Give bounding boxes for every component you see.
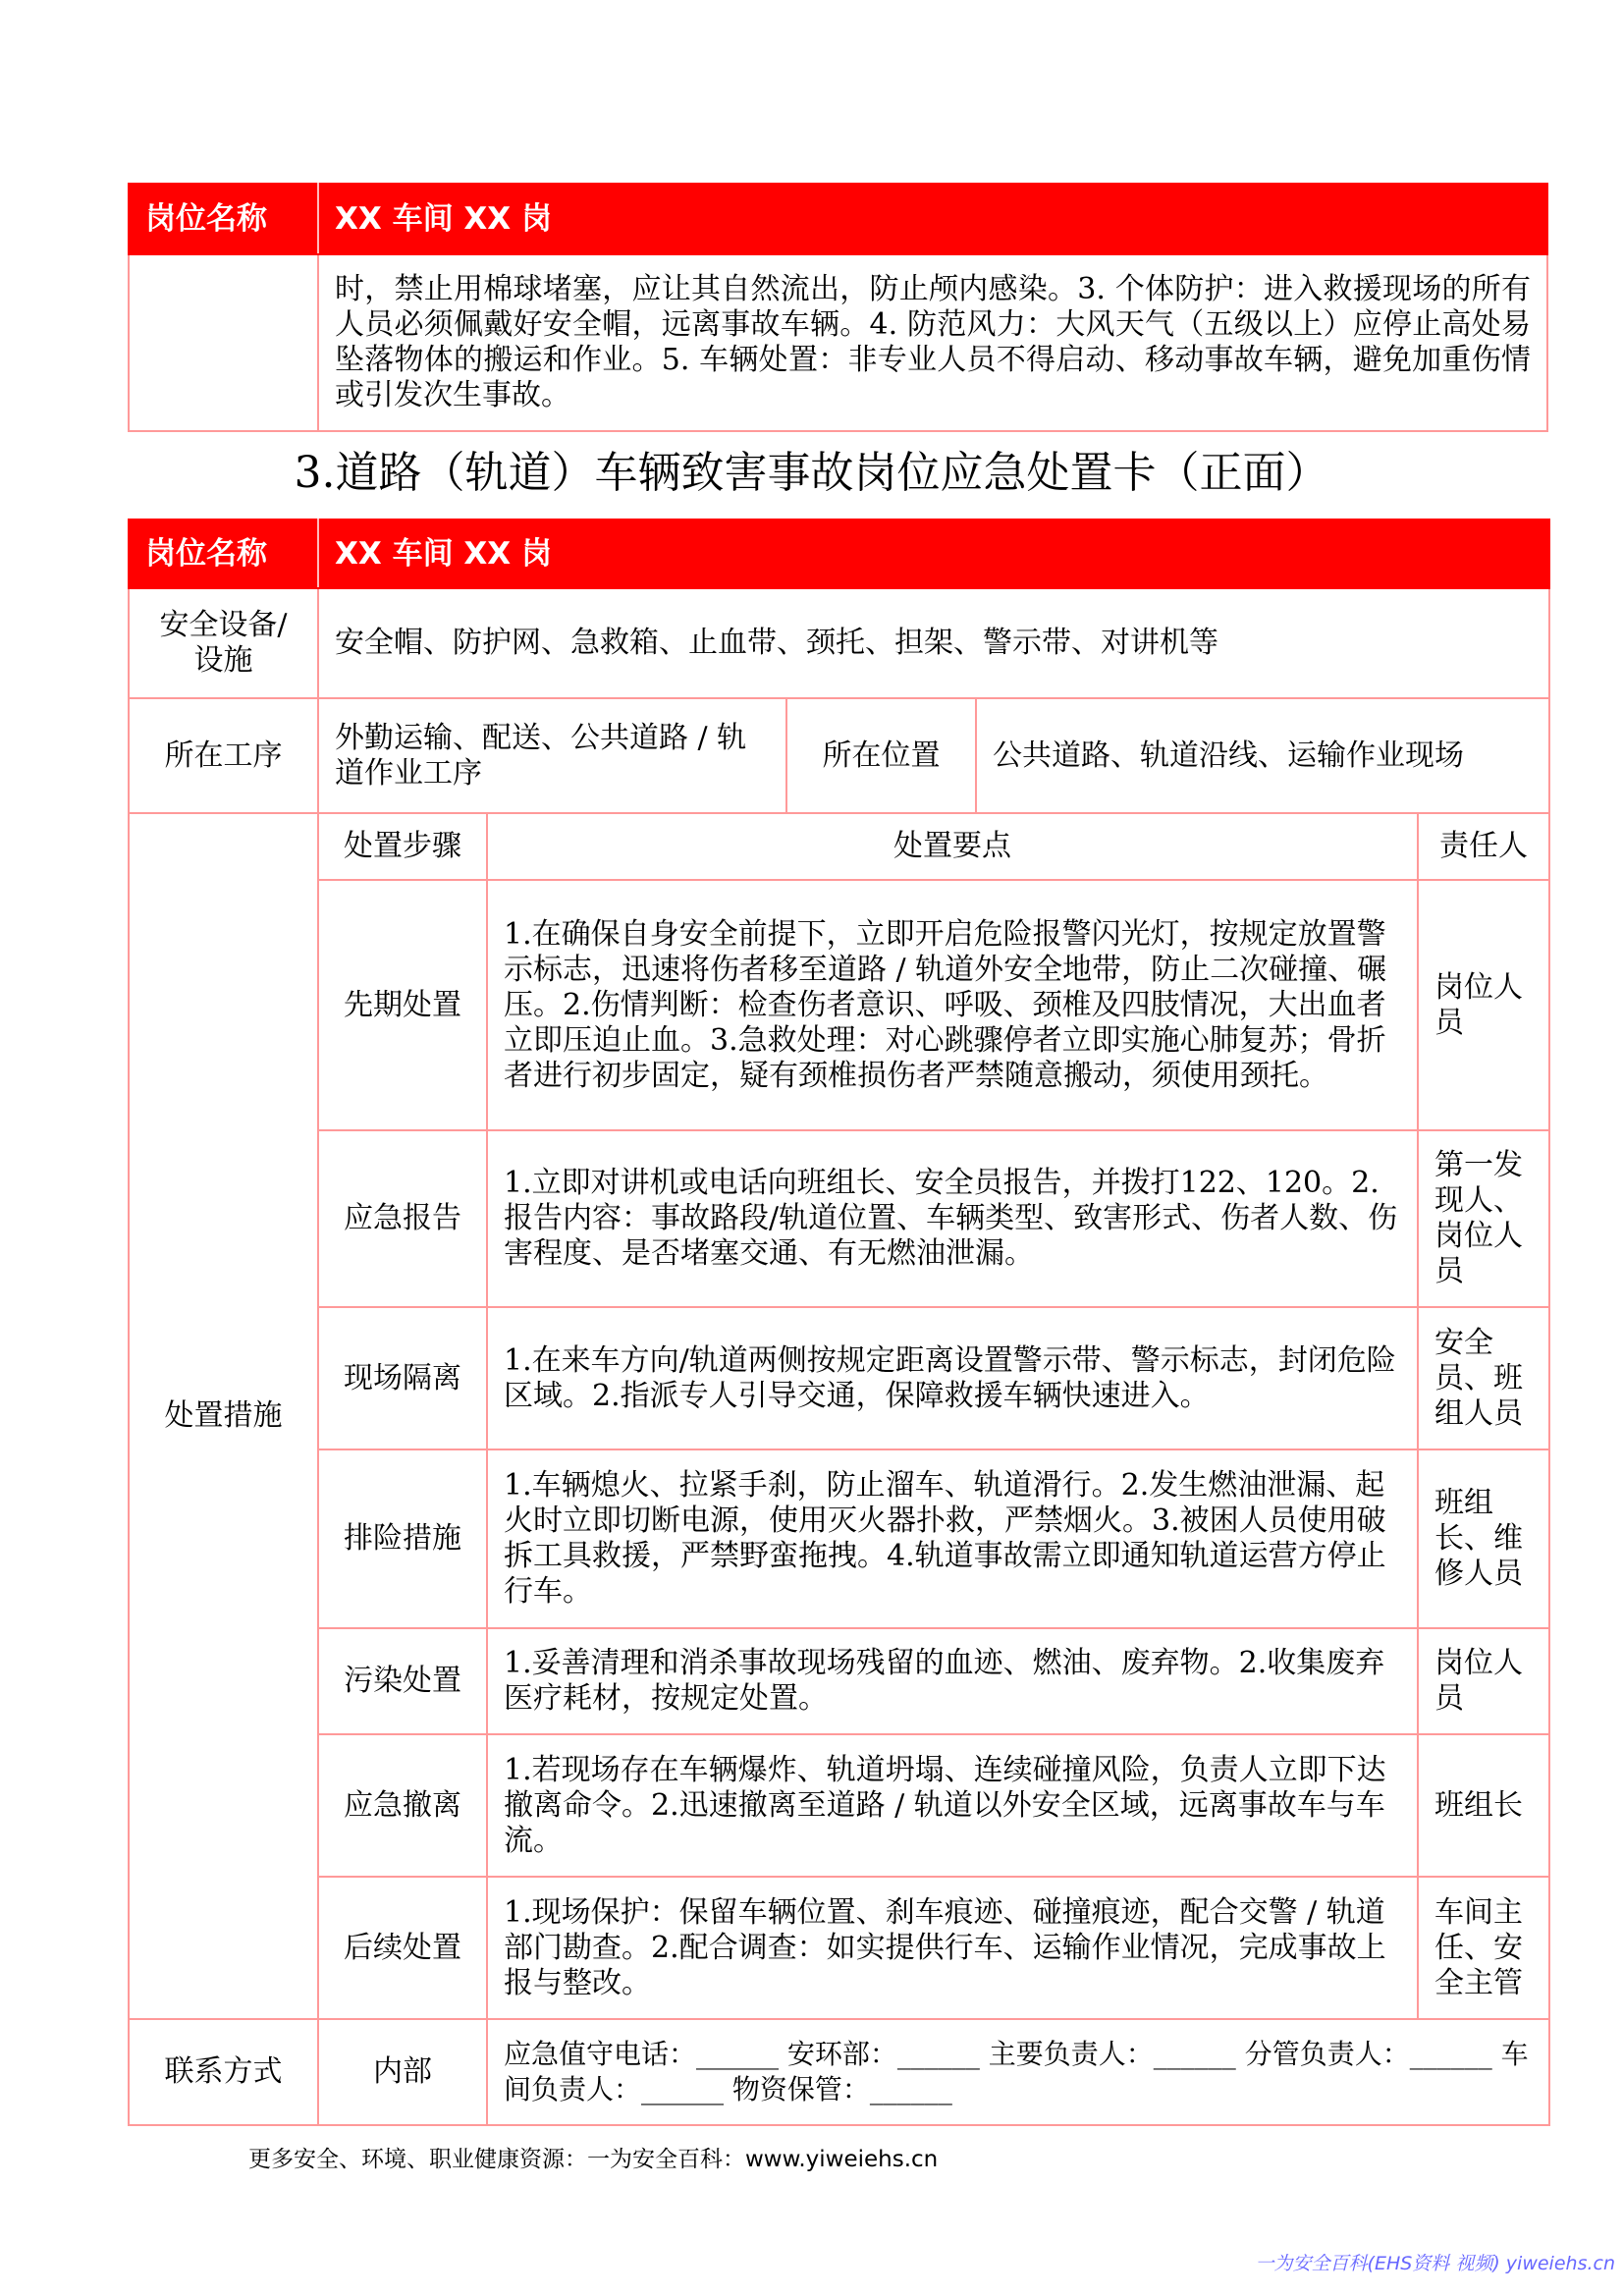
emergency-card xyxy=(128,519,1550,2126)
location-label: 所在位置 xyxy=(786,698,976,813)
contact-value: 应急值守电话：______ 安环部：______ 主要负责人：______ 分管负责人：______ 车间负责人：______ 物资保管：______ xyxy=(487,2019,1549,2125)
step-points: 1.车辆熄火、拉紧手刹，防止溜车、轨道滑行。2.发生燃油泄漏、起火时立即切断电源，使用灭火器扑救，严禁烟火。3.被困人员使用破拆工具救援，严禁野蛮拖拽。4.轨道事故需立即通知轨道运营方停止行车。 xyxy=(487,1449,1418,1628)
step-name: 排险措施 xyxy=(318,1449,487,1628)
step-points: 1.立即对讲机或电话向班组长、安全员报告，并拨打122、120。2. 报告内容：事故路段/轨道位置、车辆类型、致害形式、伤者人数、伤害程度、是否堵塞交通、有无燃油泄漏。 xyxy=(487,1130,1418,1307)
step-points: 1.若现场存在车辆爆炸、轨道坍塌、连续碰撞风险，负责人立即下达撤离命令。2.迅速撤离至道路 / 轨道以外安全区域，远离事故车与车流。 xyxy=(487,1734,1418,1877)
process-value: 外勤运输、配送、公共道路 / 轨道作业工序 xyxy=(318,698,786,813)
step-person: 第一发现人、岗位人员 xyxy=(1418,1130,1549,1307)
header-points: 处置要点 xyxy=(487,813,1418,880)
empty-cell xyxy=(129,254,318,431)
post-value: XX 车间 XX 岗 xyxy=(318,184,1547,254)
post-label: 岗位名称 xyxy=(129,184,318,254)
contact-label: 联系方式 xyxy=(129,2019,318,2125)
step-person: 岗位人员 xyxy=(1418,880,1549,1130)
post-value: XX 车间 XX 岗 xyxy=(318,519,1549,588)
watermark: 一为安全百科(EHS资料 视频) yiweiehs.cn xyxy=(1255,2253,1615,2274)
card-title: 3.道路（轨道）车辆致害事故岗位应急处置卡（正面） xyxy=(294,448,1329,498)
step-name: 先期处置 xyxy=(318,880,487,1130)
step-row xyxy=(129,1449,1549,1628)
card-continued xyxy=(128,183,1548,432)
step-name: 应急撤离 xyxy=(318,1734,487,1877)
step-row xyxy=(129,1628,1549,1734)
header-person: 责任人 xyxy=(1418,813,1549,880)
equipment-label: 安全设备/设施 xyxy=(129,588,318,698)
step-row xyxy=(129,880,1549,1130)
step-person: 岗位人员 xyxy=(1418,1628,1549,1734)
contact-type: 内部 xyxy=(318,2019,487,2125)
step-name: 应急报告 xyxy=(318,1130,487,1307)
step-points: 1.现场保护：保留车辆位置、刹车痕迹、碰撞痕迹，配合交警 / 轨道部门勘查。2.配合调查：如实提供行车、运输作业情况，完成事故上报与整改。 xyxy=(487,1877,1418,2019)
step-points: 1.在确保自身安全前提下，立即开启危险报警闪光灯，按规定放置警示标志，迅速将伤者移至道路 / 轨道外安全地带，防止二次碰撞、碾压。2.伤情判断：检查伤者意识、呼吸、颈椎及四肢情况，大出血者立即压迫止血。3.急救处理：对心跳骤停者立即实施心肺复苏；骨折者进行初步固定，疑有颈椎损伤者严禁随意搬动，须使用颈托。 xyxy=(487,880,1418,1130)
step-person: 班组长 xyxy=(1418,1734,1549,1877)
measures-label: 处置措施 xyxy=(129,813,318,2019)
header-step: 处置步骤 xyxy=(318,813,487,880)
step-row xyxy=(129,1307,1549,1449)
step-person: 安全员、班组人员 xyxy=(1418,1307,1549,1449)
process-label: 所在工序 xyxy=(129,698,318,813)
equipment-value: 安全帽、防护网、急救箱、止血带、颈托、担架、警示带、对讲机等 xyxy=(318,588,1549,698)
step-points: 1.妥善清理和消杀事故现场残留的血迹、燃油、废弃物。2.收集废弃医疗耗材，按规定处置。 xyxy=(487,1628,1418,1734)
step-person: 班组长、维修人员 xyxy=(1418,1449,1549,1628)
continued-text: 时，禁止用棉球堵塞，应让其自然流出，防止颅内感染。3. 个体防护：进入救援现场的所有人员必须佩戴好安全帽，远离事故车辆。4. 防范风力：大风天气（五级以上）应停止高处易坠落物体的搬运和作业。5. 车辆处置：非专业人员不得启动、移动事故车辆，避免加重伤情或引发次生事故。 xyxy=(318,254,1547,431)
step-row xyxy=(129,1734,1549,1877)
footer-text: 更多安全、环境、职业健康资源：一为安全百科：www.yiweiehs.cn xyxy=(248,2147,939,2172)
step-row xyxy=(129,1130,1549,1307)
post-label: 岗位名称 xyxy=(129,519,318,588)
location-value: 公共道路、轨道沿线、运输作业现场 xyxy=(976,698,1549,813)
step-name: 现场隔离 xyxy=(318,1307,487,1449)
step-row xyxy=(129,1877,1549,2019)
step-points: 1.在来车方向/轨道两侧按规定距离设置警示带、警示标志，封闭危险区域。2.指派专人引导交通，保障救援车辆快速进入。 xyxy=(487,1307,1418,1449)
step-name: 后续处置 xyxy=(318,1877,487,2019)
step-name: 污染处置 xyxy=(318,1628,487,1734)
step-person: 车间主任、安全主管 xyxy=(1418,1877,1549,2019)
